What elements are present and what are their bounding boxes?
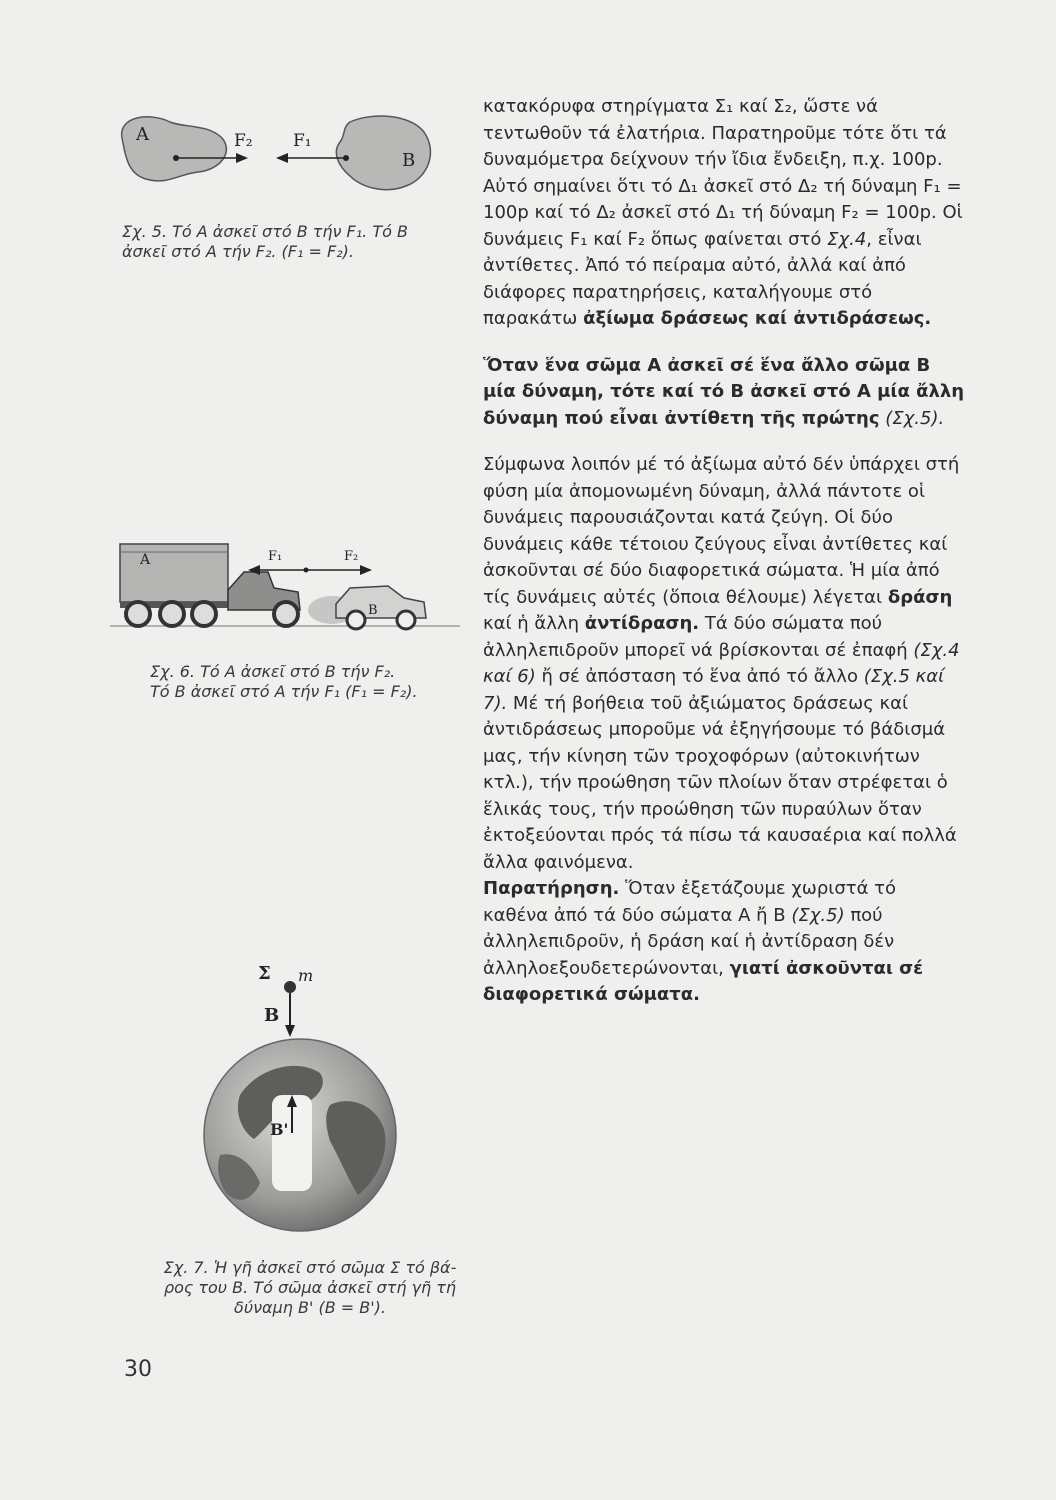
force-f1-arrowhead — [276, 153, 288, 163]
trailer-wheel-front — [126, 602, 150, 626]
fig6-force-f2-arrowhead — [360, 565, 372, 575]
p2-text-c: Τά δύο σώματα πού ἀλληλεπιδροῦν μπορεῖ νά βρίσκονται σέ ἐπαφή — [483, 613, 914, 661]
main-text-column — [483, 94, 965, 1009]
paragraph-2 — [483, 452, 965, 876]
figure-5-diagram — [110, 108, 450, 208]
axiom-statement — [483, 353, 965, 433]
fig6-label-f1: F₁ — [268, 549, 283, 564]
p2-text-a: Σύμφωνα λοιπόν μέ τό ἀξίωμα αὐτό δέν ὑπάρχει στή φύση μία ἀπομονωμένη δύναμη, ἀλλά πάντοτε οἱ δυνάμεις παρουσιάζονται κατά ζεύγη. Οἱ δύο δυνάμεις κάθε τέτοιου ζεύγους εἶναι ἀντίθετες καί ἀσκοῦνται σέ δύο διαφορετικά σώματα. Ἡ μία ἀπό τίς δυνάμεις αὐτές (ὅποια θέλουμε) λέγεται — [483, 454, 960, 608]
weight-b-arrowhead — [285, 1025, 295, 1037]
trailer-wheel-rear — [160, 602, 184, 626]
fig6-label-f2: F₂ — [344, 549, 359, 564]
p2-text-b: καί ἡ ἄλλη — [483, 613, 585, 634]
truck-wheel-2 — [274, 602, 298, 626]
page-number: 30 — [124, 1357, 152, 1382]
note-text-a: Ὅταν ἐξετάζουμε χωριστά τό καθένα ἀπό τά δύο σώματα Α ἤ Β — [483, 878, 897, 926]
figure-6-diagram — [110, 530, 460, 640]
figure-6-caption — [150, 662, 460, 702]
fig6-caption-line1: Σχ. 6. Τό Α ἀσκεῖ στό Β τήν F₂. — [150, 662, 396, 681]
car-wheel-front — [347, 611, 365, 629]
p2-text-d: ἤ σέ ἀπόσταση τό ἕνα ἀπό τό ἄλλο — [535, 666, 864, 687]
body-sigma-mass — [284, 981, 296, 993]
fig5-label-f1: F₁ — [293, 131, 312, 151]
p2-bold-reaction: ἀντίδραση. — [584, 613, 700, 634]
p2-text-e: Μέ τή βοήθεια τοῦ ἀξιώματος δράσεως καί ἀντιδράσεως μποροῦμε νά ἐξηγήσουμε τό βάδισμά μας, τήν κίνηση τῶν τροχοφόρων (αὐτοκινήτων κτλ.), τήν προώθηση τῶν πλοίων ὅταν στρέφεται ὁ ἕλικάς τους, τήν προώθηση τῶν πυραύλων ὅταν ἐκτοξεύονται πρός τά πίσω τά καυσαέρια καί πολλά ἄλλα φαινόμενα. — [483, 692, 957, 873]
fig7-label-b-prime: B' — [270, 1120, 289, 1139]
trailer-body — [120, 544, 228, 602]
note-bold-text: γιατί ἀσκοῦνται σέ διαφορετικά σώματα. — [483, 957, 924, 1005]
body-b-shape — [336, 116, 430, 190]
p2-figure-ref-2: (Σχ.5 καί 7). — [483, 666, 945, 714]
fig7-caption-line2: ρος του Β. Τό σῶμα ἀσκεῖ στή γῆ τή — [163, 1278, 457, 1297]
fig5-caption-line2: ἀσκεῖ στό Α τήν F₂. (F₁ = F₂). — [122, 242, 354, 261]
p1-text-b: , εἶναι ἀντίθετες. Ἀπό τό πείραμα αὐτό, ἀλλά καί ἀπό διάφορες παρατηρήσεις, καταλήγουμε στό παρακάτω — [483, 228, 922, 329]
car-wheel-rear — [397, 611, 415, 629]
note-figure-ref: (Σχ.5) — [791, 904, 845, 926]
fig6-label-b: B — [368, 603, 378, 618]
fig7-label-b: B — [264, 1005, 280, 1026]
axiom-text: Ὅταν ἕνα σῶμα Α ἀσκεῖ σέ ἕνα ἄλλο σῶμα Β μία δύναμη, τότε καί τό Β ἀσκεῖ στό Α μία ἄλλη δύναμη πού εἶναι ἀντίθετη τῆς πρώτης — [483, 354, 965, 429]
fig7-caption-line3: δύναμη Β' (Β = Β'). — [234, 1298, 386, 1317]
paragraph-1 — [483, 94, 965, 333]
p1-figure-ref: Σχ.4 — [827, 228, 867, 250]
fig5-label-b: B — [402, 150, 416, 171]
fig5-label-a: A — [136, 124, 149, 145]
fig7-caption-line1: Σχ. 7. Ἡ γῆ ἀσκεῖ στό σῶμα Σ τό βά- — [163, 1258, 457, 1277]
fig7-label-m: m — [298, 966, 314, 985]
note-text-b: πού ἀλληλεπιδροῦν, ἡ δράση καί ἡ ἀντίδραση δέν ἀλληλοεξουδετερώνονται, — [483, 904, 895, 979]
p1-bold-term: ἀξίωμα δράσεως καί ἀντιδράσεως. — [583, 308, 932, 329]
fig5-caption-line1: Σχ. 5. Τό Α ἀσκεῖ στό Β τήν F₁. Τό Β — [122, 222, 408, 241]
truck-wheel-1 — [192, 602, 216, 626]
axiom-figure-ref: (Σχ.5). — [885, 407, 945, 429]
force-f2-arrowhead — [236, 153, 248, 163]
fig6-label-a: A — [140, 552, 151, 568]
note-paragraph — [483, 876, 965, 1009]
note-label: Παρατήρηση. — [483, 878, 620, 899]
p2-bold-action: δράση — [887, 586, 953, 608]
figure-5-caption — [122, 222, 452, 262]
p2-figure-ref-1: (Σχ.4 καί 6) — [483, 639, 960, 687]
p1-text-a: κατακόρυφα στηρίγματα Σ₁ καί Σ₂, ὥστε νά τεντωθοῦν τά ἐλατήρια. Παρατηροῦμε τότε ὅτι τά δυναμόμετρα δείχνουν τήν ἴδια ἔνδειξη, π.χ. 100p. Αὐτό σημαίνει ὅτι τό Δ₁ ἀσκεῖ στό Δ₂ τή δύναμη F₁ = 100p καί τό Δ₂ ἀσκεῖ στό Δ₁ τή δύναμη F₂ = 100p. Οἱ δυνάμεις F₁ καί F₂ ὅπως φαίνεται στό — [483, 96, 963, 250]
fig7-label-sigma: Σ — [258, 963, 271, 984]
figure-7-diagram — [180, 955, 420, 1245]
fig6-caption-line2: Τό Β ἀσκεῖ στό Α τήν F₁ (F₁ = F₂). — [150, 682, 418, 701]
fig5-label-f2: F₂ — [234, 131, 253, 151]
figure-7-caption — [160, 1258, 460, 1318]
